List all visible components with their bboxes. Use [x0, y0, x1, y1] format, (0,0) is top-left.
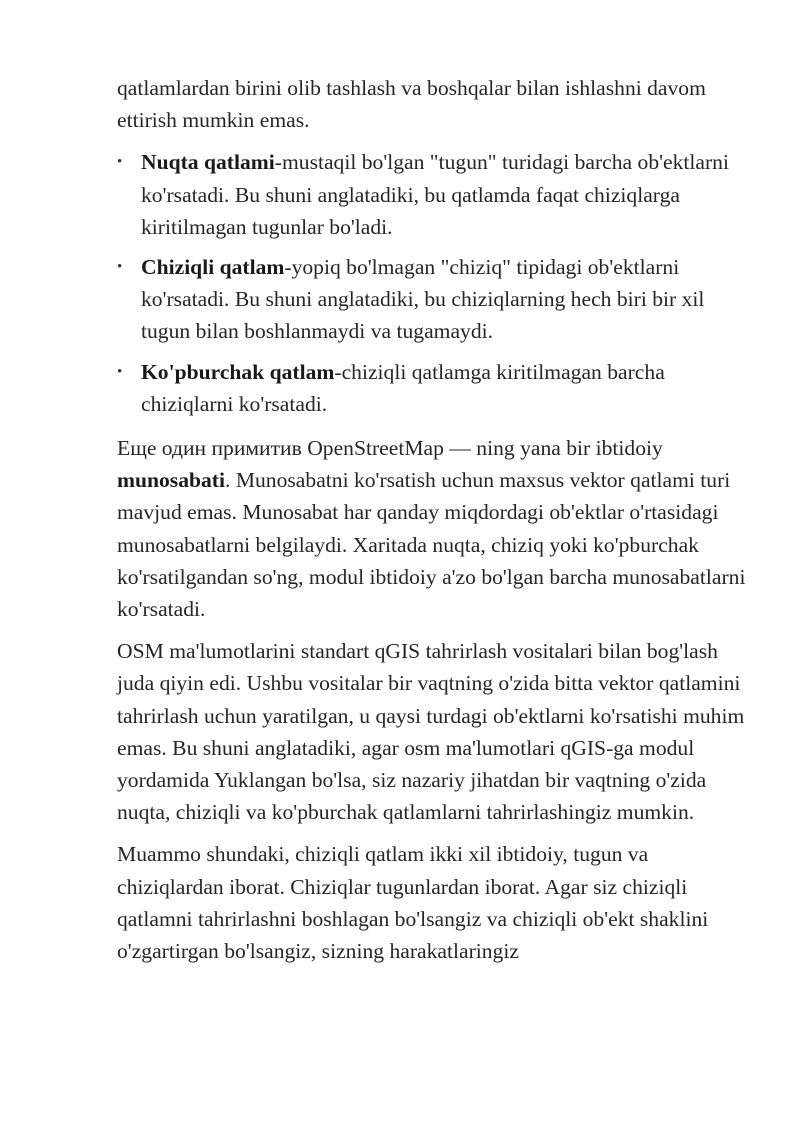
bullet-term: Ko'pburchak qatlam [141, 359, 335, 384]
bullet-text: -mustaqil bo'lgan "tugun" turidagi barcha ob'ektlarni ko'rsatadi. Bu shuni anglatadiki, bu qatlamda faqat chiziqlarga kiritilmagan tugunlar bo'ladi. [141, 150, 729, 239]
list-item [117, 146, 747, 243]
layer-types-list [117, 146, 747, 420]
relation-term: munosabati [117, 468, 226, 493]
document-page [117, 72, 747, 977]
relation-text-end: . Munosabatni ko'rsatish uchun maxsus vektor qatlami turi mavjud emas. Munosabat har qanday miqdordagi ob'ektlar o'rtasidagi munosabatlarni belgilaydi. Xaritada nuqta, chiziq yoki ko'pburchak ko'rsatilgandan so'ng, modul ibtidoiy a'zo bo'lgan barcha munosabatlarni ko'rsatadi. [117, 468, 746, 622]
editing-paragraph: OSM ma'lumotlarini standart qGIS tahrirlash vositalari bilan bog'lash juda qiyin edi. Ushbu vositalar bir vaqtning o'zida bitta vektor qatlamini tahrirlash uchun yaratilgan, u qaysi turdagi ob'ektlarni ko'rsatishi muhim emas. Bu shuni anglatadiki, agar osm ma'lumotlari qGIS-ga modul yordamida Yuklangan bo'lsa, siz nazariy jihatdan bir vaqtning o'zida nuqta, chiziqli va ko'pburchak qatlamlarni tahrirlashingiz mumkin. [117, 639, 745, 825]
bullet-text: -yopiq bo'lmagan "chiziq" tipidagi ob'ektlarni ko'rsatadi. Bu shuni anglatadiki, bu chiziqlarning hech biri bir xil tugun bilan boshlanmaydi va tugamaydi. [141, 255, 705, 344]
list-item [117, 251, 747, 348]
problem-paragraph: Muammo shundaki, chiziqli qatlam ikki xil ibtidoiy, tugun va chiziqlardan iborat. Chiziqlar tugunlardan iborat. Agar siz chiziqli qatlamni tahrirlashni boshlagan bo'lsangiz va chiziqli ob'ekt shaklini o'zgartirgan bo'lsangiz, sizning harakatlaringiz [117, 842, 709, 964]
intro-paragraph: qatlamlardan birini olib tashlash va boshqalar bilan ishlashni davom ettirish mumkin emas. [117, 76, 706, 133]
list-item [117, 356, 747, 420]
bullet-term: Nuqta qatlami [141, 150, 275, 175]
relation-paragraph [117, 432, 747, 625]
relation-text-start: Еще один примитив OpenStreetMap — ning yana bir ibtidoiy [117, 436, 663, 461]
bullet-text: -chiziqli qatlamga kiritilmagan barcha chiziqlarni ko'rsatadi. [141, 359, 665, 416]
bullet-term: Chiziqli qatlam [141, 255, 285, 280]
